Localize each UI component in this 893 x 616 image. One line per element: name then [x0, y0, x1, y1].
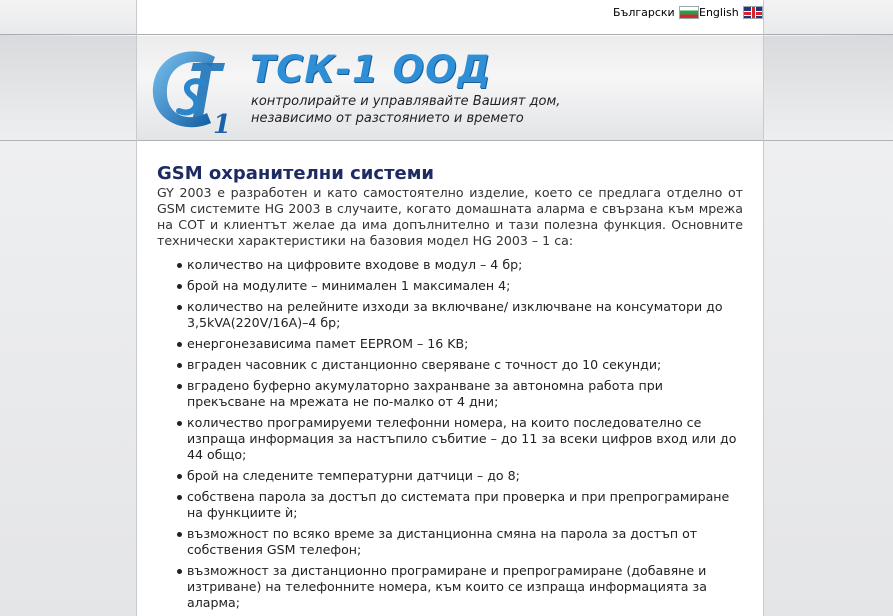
language-link-bulgarian[interactable]: [613, 6, 699, 19]
language-link-english[interactable]: [699, 6, 763, 19]
company-logo-icon[interactable]: [145, 43, 237, 135]
main-content: [137, 141, 763, 611]
list-item: вграден часовник с дистанционно сверяване с точност до 10 секунди;: [187, 357, 743, 373]
list-item: енергонезависима памет EEPROM – 16 KB;: [187, 336, 743, 352]
list-item: количество на релейните изходи за включване/ изключване на консуматори до 3,5kVA(220V/16A)–4 бр;: [187, 299, 743, 331]
features-list: [157, 257, 743, 611]
intro-paragraph: GY 2003 е разработен и като самостоятелно изделие, което се предлага отделно от GSM системите HG 2003 в случаите, когато домашната аларма е свързана към мрежа на СОТ и клиентът желае да има допълнително и тази полезна функция. Основните технически характеристики на базовия модел HG 2003 – 1 са:: [157, 185, 743, 248]
list-item: количество на цифровите входове в модул – 4 бр;: [187, 257, 743, 273]
site-header: [137, 36, 763, 141]
list-item: вградено буферно акумулаторно захранване за автономна работа при прекъсване на мрежата не по-малко от 4 дни;: [187, 378, 743, 410]
list-item: възможност за дистанционно програмиране и препрограмиране (добавяне и изтриване) на телефонните номера, към които се изпраща информацията за аларма;: [187, 563, 743, 611]
tagline-line-1: контролирайте и управлявайте Вашият дом,: [251, 94, 561, 109]
language-bar: [137, 0, 763, 35]
right-background: [762, 0, 893, 616]
uk-flag-icon: [743, 6, 763, 19]
left-background: [0, 0, 136, 616]
list-item: количество програмируеми телефонни номера, на които последователно се изпраща информация за настъпило събитие – до 11 за всеки цифров вход или до 44 общо;: [187, 415, 743, 463]
page-title: GSM охранителни системи: [157, 163, 435, 184]
bulgaria-flag-icon: [679, 6, 699, 19]
page-container: [136, 0, 764, 616]
list-item: собствена парола за достъп до системата при проверка и при препрограмиране на функциите ѝ;: [187, 489, 743, 521]
list-item: брой на модулите – минимален 1 максимален 4;: [187, 278, 743, 294]
language-label: Български: [613, 6, 675, 19]
list-item: брой на следените температурни датчици – до 8;: [187, 468, 743, 484]
brand-name: ТСК-1 ООД: [250, 48, 492, 91]
list-item: възможност по всяко време за дистанционна смяна на парола за достъп от собствения GSM телефон;: [187, 526, 743, 558]
tagline-line-2: независимо от разстоянието и времето: [251, 111, 524, 126]
tagline: [251, 93, 571, 127]
svg-text:1: 1: [213, 110, 232, 135]
language-label: English: [699, 6, 739, 19]
